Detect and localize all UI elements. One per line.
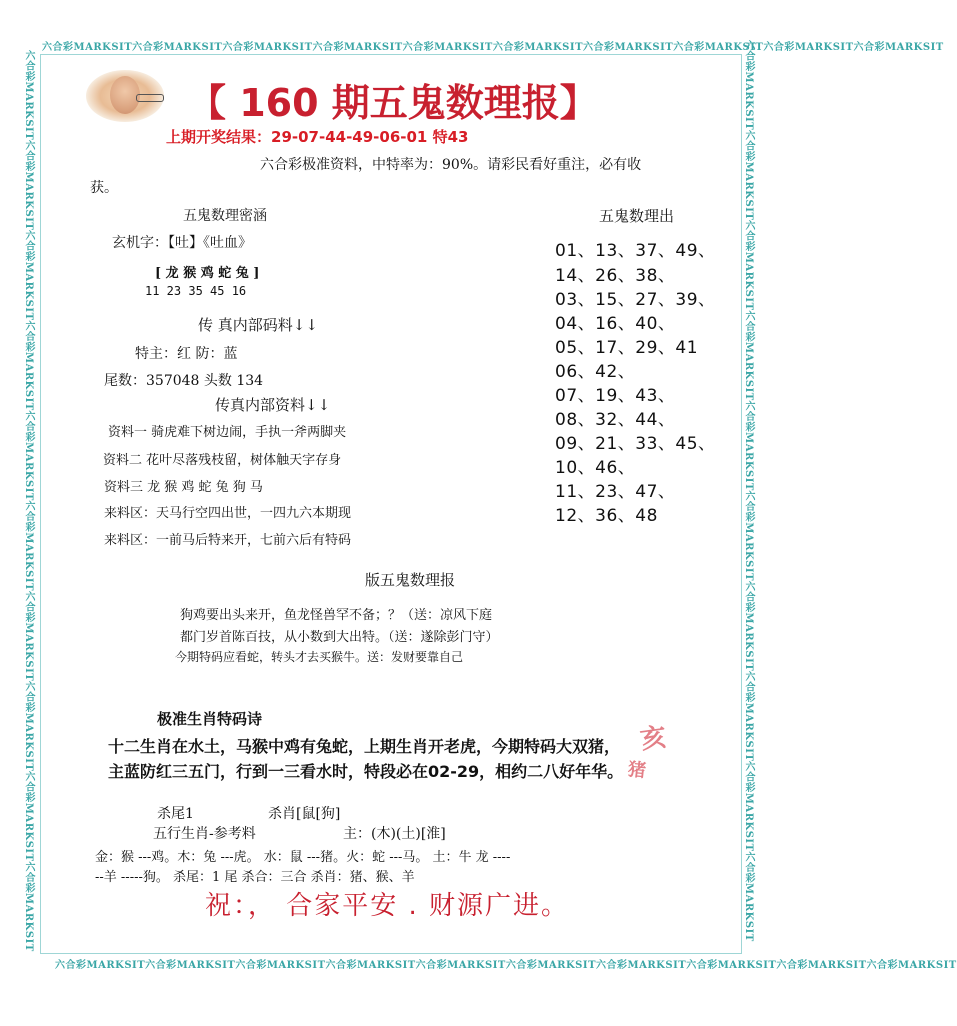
middle-line-1: 狗鸡要出头来开，鱼龙怪兽罕不备；？（送：凉风下庭 xyxy=(180,608,493,623)
zodiac-numbers: 11 23 35 45 16 xyxy=(145,284,247,298)
laiqu-2: 来料区：一前马后特来开，七前六后有特码 xyxy=(104,533,352,548)
wuxing-line-2: --羊 -----狗。 杀尾：1 尾 杀合：三合 杀肖：猪、猴、羊 xyxy=(95,870,415,885)
red-stamp-mark: 猪 xyxy=(626,759,647,782)
number-row: 11、23、47、 xyxy=(555,482,676,502)
poem-line-2: 主蓝防红三五门，行到一三看水时，特段必在02-29，相约二八好年华。 xyxy=(108,762,624,781)
fax-data-heading: 传真内部资料↓↓ xyxy=(215,396,331,414)
poem-line-1: 十二生肖在水土，马猴中鸡有兔蛇，上期生肖开老虎，今期特码大双猪， xyxy=(108,737,621,756)
number-row: 10、46、 xyxy=(555,458,636,478)
shawei-text: 杀尾1 xyxy=(157,806,194,822)
wuxing-text: 五行生肖-参考料 xyxy=(153,826,256,842)
fax-code-heading: 传 真内部码料↓↓ xyxy=(198,316,318,334)
number-row: 09、21、33、45、 xyxy=(555,434,716,454)
laiqu-1: 来料区：天马行空四出世，一四九六本期现 xyxy=(104,506,352,521)
number-row: 05、17、29、41 xyxy=(555,338,699,358)
wuxing-line-1: 金：猴 ---鸡。木：兔 ---虎。 水：鼠 ---猪。火：蛇 ---马。 土：牛 龙 ---- xyxy=(95,850,511,865)
blessing-text: 祝：， 合家平安 . 财源广进。 xyxy=(205,891,570,921)
frame-watermark-left: 六合彩MARKSIT六合彩MARKSIT六合彩MARKSIT六合彩MARKSIT六合彩MARKSIT六合彩MARKSIT六合彩MARKSIT六合彩MARKSIT六合彩MARKSIT六合彩MARKSIT xyxy=(23,50,34,952)
frame-watermark-top: 六合彩MARKSIT六合彩MARKSIT六合彩MARKSIT六合彩MARKSIT六合彩MARKSIT六合彩MARKSIT六合彩MARKSIT六合彩MARKSIT六合彩MARKSIT六合彩MARKSIT xyxy=(42,42,944,53)
weishu-text: 尾数：357048 头数 134 xyxy=(104,373,264,389)
frame-watermark-right: 六合彩MARKSIT六合彩MARKSIT六合彩MARKSIT六合彩MARKSIT六合彩MARKSIT六合彩MARKSIT六合彩MARKSIT六合彩MARKSIT六合彩MARKSIT六合彩MARKSIT xyxy=(743,40,754,942)
number-row: 06、42、 xyxy=(555,362,636,382)
left-heading: 五鬼数理密涵 xyxy=(183,208,267,224)
intro-line-1: 六合彩极准资料，中特率为：90%。请彩民看好重注，必有收 xyxy=(260,157,642,173)
zhu-text: 主：(木)(土)[淮] xyxy=(343,826,446,842)
number-row: 08、32、44、 xyxy=(555,410,676,430)
number-row: 01、13、37、49、 xyxy=(555,241,716,261)
middle-heading: 版五鬼数理报 xyxy=(365,571,456,589)
portrait-avatar xyxy=(86,70,164,122)
xuanji-text: 玄机字：【吐】《吐血》 xyxy=(112,235,252,251)
poem-heading: 极准生肖特码诗 xyxy=(157,710,263,728)
number-row: 04、16、40、 xyxy=(555,314,676,334)
frame-watermark-bottom: 六合彩MARKSIT六合彩MARKSIT六合彩MARKSIT六合彩MARKSIT六合彩MARKSIT六合彩MARKSIT六合彩MARKSIT六合彩MARKSIT六合彩MARKSIT六合彩MARKSIT xyxy=(55,960,957,971)
ziliao-2: 资料二 花叶尽落残枝留，树体触天字存身 xyxy=(103,453,342,468)
ziliao-1: 资料一 骑虎难下树边闹，手执一斧两脚夹 xyxy=(108,425,347,440)
page-title: 【 160 期五鬼数理报】 xyxy=(188,81,598,125)
zodiac-list: [ 龙 猴 鸡 蛇 兔 ] xyxy=(155,266,260,281)
red-stamp-mark: 亥 xyxy=(638,722,669,756)
ziliao-3: 资料三 龙 猴 鸡 蛇 兔 狗 马 xyxy=(104,480,263,495)
middle-line-2: 都门岁首陈百技，从小数到大出特。（送：遂除彭门守） xyxy=(180,630,499,645)
right-heading: 五鬼数理出 xyxy=(599,207,675,225)
last-result: 上期开奖结果：29-07-44-49-06-01 特43 xyxy=(166,128,469,146)
shaxiao-text: 杀肖[鼠[狗] xyxy=(268,806,341,822)
number-row: 03、15、27、39、 xyxy=(555,290,716,310)
number-row: 12、36、48 xyxy=(555,506,658,526)
number-row: 14、26、38、 xyxy=(555,266,676,286)
intro-line-2: 获。 xyxy=(90,180,118,196)
number-row: 07、19、43、 xyxy=(555,386,676,406)
middle-line-3: 今期特码应看蛇，转头才去买猴牛。送：发财要靠自己 xyxy=(175,650,464,664)
tezhu-text: 特主：红 防：蓝 xyxy=(135,346,238,362)
